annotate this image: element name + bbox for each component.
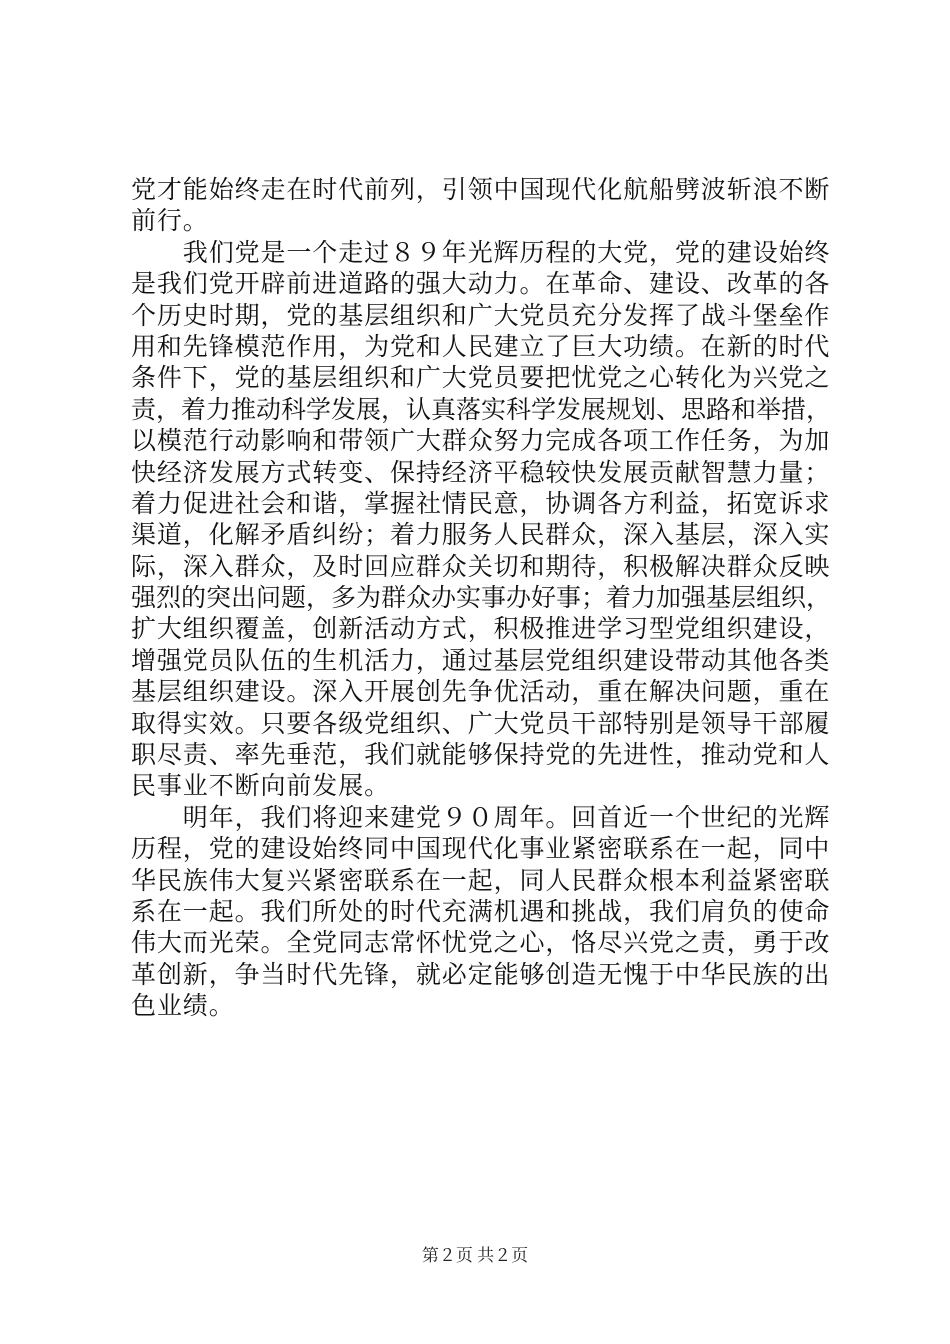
text-line: 色业绩。 [131,991,235,1021]
text-line: 取得实效。只要各级党组织、广大党员干部特别是领导干部履 [131,708,831,738]
text-line: 强烈的突出问题，多为群众办实事办好事；着力加强基层组织， [131,583,832,613]
text-line: 历程，党的建设始终同中国现代化事业紧密联系在一起，同中 [131,834,831,864]
text-line: 扩大组织覆盖，创新活动方式，积极推进学习型党组织建设， [131,614,831,644]
text-line: 渠道，化解矛盾纠纷；着力服务人民群众，深入基层，深入实 [131,520,831,550]
text-line: 是我们党开辟前进道路的强大动力。在革命、建设、改革的各 [131,269,831,299]
text-line: 党才能始终走在时代前列，引领中国现代化航船劈波斩浪不断 [131,175,831,204]
text-line: 职尽责、率先垂范，我们就能够保持党的先进性，推动党和人 [131,740,831,770]
text-line: 明年，我们将迎来建党９０周年。回首近一个世纪的光辉 [131,802,831,832]
text-line: 民事业不断向前发展。 [131,771,391,801]
text-line: 我们党是一个走过８９年光辉历程的大党，党的建设始终 [131,237,831,267]
text-line: 用和先锋模范作用，为党和人民建立了巨大功绩。在新的时代 [131,331,831,361]
body-text [131,174,831,1022]
text-line: 际，深入群众，及时回应群众关切和期待，积极解决群众反映 [131,551,831,581]
page-footer: 第２页 共２页 [421,1246,529,1265]
text-line: 系在一起。我们所处的时代充满机遇和挑战，我们肩负的使命 [131,896,831,926]
text-line: 责，着力推动科学发展，认真落实科学发展规划、思路和举措， [131,394,832,424]
text-line: 增强党员队伍的生机活力，通过基层党组织建设带动其他各类 [131,645,831,675]
text-line: 革创新，争当时代先锋，就必定能够创造无愧于中华民族的出 [131,959,831,989]
text-line: 快经济发展方式转变、保持经济平稳较快发展贡献智慧力量； [131,457,831,487]
text-line: 基层组织建设。深入开展创先争优活动，重在解决问题，重在 [131,677,831,707]
text-line: 个历史时期，党的基层组织和广大党员充分发挥了战斗堡垒作 [131,300,831,330]
text-line: 华民族伟大复兴紧密联系在一起，同人民群众根本利益紧密联 [131,865,831,895]
text-line: 伟大而光荣。全党同志常怀忧党之心，恪尽兴党之责，勇于改 [131,928,831,958]
text-line: 着力促进社会和谐，掌握社情民意，协调各方利益，拓宽诉求 [131,488,831,518]
text-line: 以模范行动影响和带领广大群众努力完成各项工作任务，为加 [131,426,831,456]
text-line: 前行。 [131,206,209,236]
text-line: 条件下，党的基层组织和广大党员要把忧党之心转化为兴党之 [131,363,831,393]
